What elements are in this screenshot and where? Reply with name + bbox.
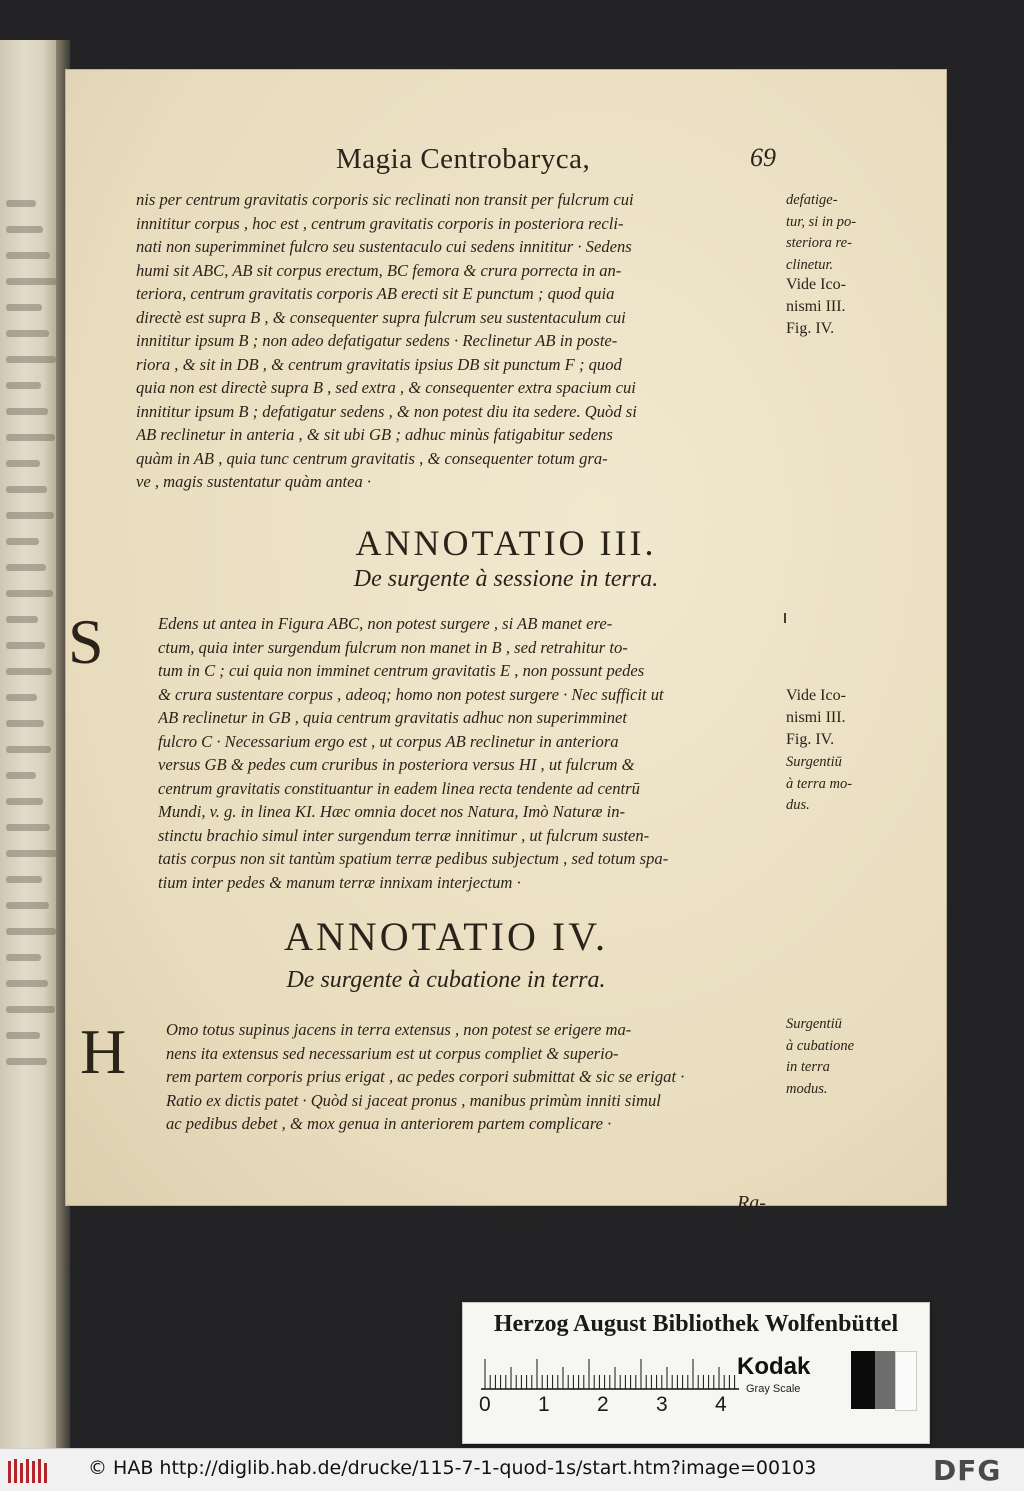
hab-logo-icon xyxy=(6,1457,50,1485)
margin-ref-line: nismi III. xyxy=(786,709,846,726)
margin-ref-line: Vide Ico- xyxy=(786,276,846,293)
paragraph-3 xyxy=(166,1018,781,1136)
facing-page-line xyxy=(6,252,50,259)
ruler-number: 0 xyxy=(479,1393,491,1416)
facing-page-edge xyxy=(0,40,62,1448)
ruler-number: 4 xyxy=(715,1393,727,1416)
margin-ref-line: Vide Ico- xyxy=(786,687,846,704)
page-number: 69 xyxy=(750,143,776,172)
facing-page-line xyxy=(6,694,37,701)
text-line: ve , magis sustentatur quàm antea · xyxy=(136,472,372,491)
margin-ref-line: Fig. IV. xyxy=(786,320,835,337)
margin-line: Surgentiū xyxy=(786,1016,842,1032)
subheading-annotatio-3: De surgente à sessione in terra. xyxy=(353,566,659,592)
margin-line: dus. xyxy=(786,797,810,813)
facing-page-line xyxy=(6,330,49,337)
paragraph-2 xyxy=(158,612,783,894)
margin-line: clinetur. xyxy=(786,256,834,273)
text-line: nens ita extensus sed necessarium est ut corpus compliet & superio- xyxy=(166,1043,619,1063)
ruler-number: 2 xyxy=(597,1393,609,1416)
white-swatch xyxy=(895,1351,917,1411)
subheading-annotatio-4: De surgente à cubatione in terra. xyxy=(286,967,606,993)
text-line: nati non superimminet fulcro seu sustentaculo cui sedens innititur · Sedens xyxy=(136,237,632,256)
text-line: rem partem corporis prius erigat , ac pedes corpori submittat & sic se erigat · xyxy=(166,1067,685,1086)
text-line: & crura sustentare corpus , adeoq; homo non potest surgere · Nec sufficit ut xyxy=(158,684,664,704)
facing-page-line xyxy=(6,772,36,779)
facing-page-line xyxy=(6,1006,55,1013)
heading-annotatio-3: ANNOTATIO III. xyxy=(355,523,657,563)
text-line: quia non est directè supra B , sed extra , & consequenter extra spacium cui xyxy=(136,378,636,397)
facing-page-line xyxy=(6,356,56,363)
footer-bar xyxy=(0,1448,1024,1491)
facing-page-line xyxy=(6,434,55,441)
text-line: riora , & sit in DB , & centrum gravitatis ipsius DB sit punctum F ; quod xyxy=(136,354,622,374)
margin-line: modus. xyxy=(786,1080,828,1097)
facing-page-line xyxy=(6,512,54,519)
text-line: AB reclinetur in GB , quia centrum gravitatis adhuc non superimminet xyxy=(158,708,628,727)
facing-page-line xyxy=(6,226,43,233)
text-line: innititur ipsum B ; non adeo defatigatur sedens · Reclinetur AB in poste- xyxy=(136,331,618,350)
facing-page-line xyxy=(6,538,39,545)
margin-mark xyxy=(784,613,786,623)
margin-line: à terra mo- xyxy=(786,775,853,792)
facing-page-line xyxy=(6,902,49,909)
margin-note-2 xyxy=(786,752,852,817)
margin-reference-2 xyxy=(786,685,846,751)
text-line: versus GB & pedes cum cruribus in posteriora versus HI , ut fulcrum & xyxy=(158,755,635,774)
text-line: Ratio ex dictis patet · Quòd si jaceat pronus , manibus primùm inniti simul xyxy=(166,1090,661,1110)
text-line: innititur ipsum B ; defatigatur sedens , & non potest diu ita sedere. Quòd si xyxy=(136,401,637,421)
facing-page-line xyxy=(6,876,42,883)
ruler-number: 1 xyxy=(538,1393,550,1416)
text-line: tum in C ; cui quia non imminet centrum gravitatis E , non possunt pedes xyxy=(158,661,645,680)
margin-reference-1 xyxy=(786,274,846,340)
text-line: Edens ut antea in Figura ABC, non potest surgere , si AB manet ere- xyxy=(158,614,613,633)
gray-scale-caption: Gray Scale xyxy=(746,1383,801,1395)
gray-swatch xyxy=(875,1351,895,1409)
margin-note-3 xyxy=(786,1014,854,1100)
ruler-number: 3 xyxy=(656,1393,668,1416)
facing-page-line xyxy=(6,486,47,493)
text-line: ac pedibus debet , & mox genua in anteriorem partem complicare · xyxy=(166,1114,612,1133)
text-line: Mundi, v. g. in linea KI. Hæc omnia docet nos Natura, Imò Naturæ in- xyxy=(158,802,626,821)
library-name: Herzog August Bibliothek Wolfenbüttel xyxy=(493,1311,899,1337)
text-line: tium inter pedes & manum terræ innixam interjectum · xyxy=(158,872,521,892)
drop-cap-h: H xyxy=(80,1016,127,1087)
black-swatch xyxy=(851,1351,875,1409)
text-line: quàm in AB , quia tunc centrum gravitatis , & consequenter totum gra- xyxy=(136,448,608,468)
facing-page-line xyxy=(6,798,43,805)
facing-page-line xyxy=(6,408,48,415)
text-line: stinctu brachio simul inter surgendum terræ innitimur , ut fulcrum susten- xyxy=(158,825,650,845)
text-line: AB reclinetur in anteria , & sit ubi GB ; adhuc minùs fatigabitur sedens xyxy=(136,425,613,444)
margin-line: in terra xyxy=(786,1059,830,1075)
text-line: tatis corpus non sit tantùm spatium terræ pedibus subjectum , sed totum spa- xyxy=(158,849,669,868)
ruler-numbers xyxy=(475,1393,775,1421)
facing-page-line xyxy=(6,590,53,597)
ruler-scale xyxy=(481,1351,739,1391)
margin-ref-line: nismi III. xyxy=(786,298,846,315)
dfg-logo: DFG xyxy=(933,1454,1002,1487)
text-line: directè est supra B , & consequenter supra fulcrum seu sustentaculum cui xyxy=(136,307,626,327)
text-line: nis per centrum gravitatis corporis sic reclinati non transit per fulcrum cui xyxy=(136,190,634,209)
facing-page-line xyxy=(6,642,45,649)
margin-note-1 xyxy=(786,190,856,276)
text-line: ctum, quia inter surgendum fulcrum non manet in B , sed retrahitur to- xyxy=(158,637,628,657)
catchword-bottom: tio xyxy=(737,1211,751,1226)
facing-page-line xyxy=(6,850,57,857)
facing-page-line xyxy=(6,720,44,727)
facing-page-line xyxy=(6,278,57,285)
facing-page-line xyxy=(6,564,46,571)
text-line: Omo totus supinus jacens in terra extensus , non potest se erigere ma- xyxy=(166,1020,632,1039)
text-line: teriora, centrum gravitatis corporis AB erecti sit E punctum ; quod quia xyxy=(136,284,615,303)
margin-line: tur, si in po- xyxy=(786,213,857,230)
copyright-url[interactable]: © HAB http://diglib.hab.de/drucke/115-7-1-quod-1s/start.htm?image=00103 xyxy=(88,1457,817,1479)
facing-page-line xyxy=(6,1032,40,1039)
text-line: centrum gravitatis constituantur in eadem linea recta tendente ad centrū xyxy=(158,778,640,798)
heading-annotatio-4: ANNOTATIO IV. xyxy=(284,914,608,959)
margin-line: à cubatione xyxy=(786,1037,855,1054)
margin-ref-line: Fig. IV. xyxy=(786,731,835,748)
library-color-label xyxy=(462,1302,930,1444)
kodak-brand: Kodak xyxy=(737,1353,811,1380)
facing-page-line xyxy=(6,668,52,675)
facing-page-line xyxy=(6,824,50,831)
running-head: Magia Centrobaryca, xyxy=(336,143,591,175)
facing-page-line xyxy=(6,460,40,467)
facing-page-line xyxy=(6,200,36,207)
paragraph-1 xyxy=(136,188,781,494)
text-line: humi sit ABC, AB sit corpus erectum, BC femora & crura porrecta in an- xyxy=(136,260,622,280)
facing-page-line xyxy=(6,1058,47,1065)
signature-mark: L 3 xyxy=(508,1203,534,1225)
margin-line: defatige- xyxy=(786,192,838,208)
facing-page-line xyxy=(6,616,38,623)
margin-line: steriora re- xyxy=(786,235,852,251)
margin-line: Surgentiū xyxy=(786,754,842,770)
text-line: fulcro C · Necessarium ergo est , ut corpus AB reclinetur in anteriora xyxy=(158,731,619,751)
catchword xyxy=(737,1192,766,1227)
facing-page-line xyxy=(6,382,41,389)
catchword-top: Ra- xyxy=(737,1192,766,1214)
facing-page-line xyxy=(6,304,42,311)
facing-page-line xyxy=(6,746,51,753)
drop-cap-s: S xyxy=(68,606,104,677)
text-line: innititur corpus , hoc est , centrum gravitatis corporis in posteriora recli- xyxy=(136,213,624,233)
book-page xyxy=(66,70,946,1226)
